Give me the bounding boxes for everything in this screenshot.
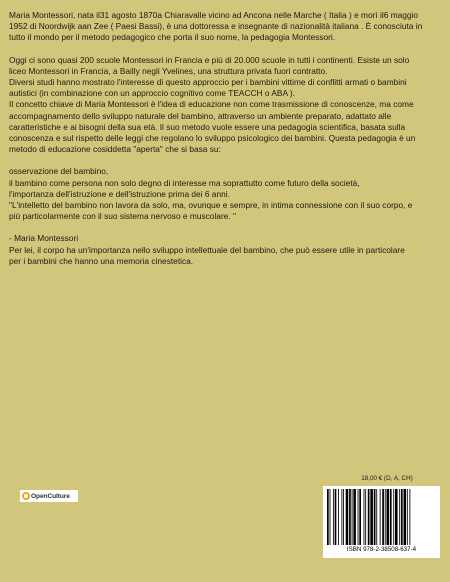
isbn-label: ISBN 978-2-38508-637-4 [346,546,417,553]
publisher-logo-icon [22,492,30,500]
spacer [9,155,441,166]
spacer [9,222,441,233]
spacer [9,44,441,55]
paragraph-schools-method: Oggi ci sono quasi 200 scuole Montessori in Francia e più di 20.000 scuole in tutti i continenti. Esiste un solo liceo Montessori in Francia, a Bailly negli Yvelines, una struttura privata fuori contratto. Diversi studi hanno mostrato l'interesse di questo approccio per i bambini vittime di conflitti armati o bambini autistici (in combinazione con un approccio cognitivo come TEACCH o ABA ). Il concetto chiave di Maria Montessori è l'idea di educazione non come trasmissione di conoscenze, ma come accompagnamento dello sviluppo naturale del bambino, attraverso un ambiente preparato, adattato alle caratteristiche e ai bisogni della sua età. Il suo metodo vuole essere una pedagogia scientifica, basata sulla conoscenza e sul rispetto delle leggi che regolano lo sviluppo psicologico dei bambini. Questa pedagogia è un metodo di educazione cosiddetta "aperta" che si basa su: [9,54,416,155]
paragraph-biography: Maria Montessori, nata il31 agosto 1870a Chiaravalle vicino ad Ancona nelle Marche ( Italia ) e morì il6 maggio 1952 di Noordwijk aan Zee ( Paesi Bassi), è una dottoressa e insegnante di nazionalità italiana . È conosciuta in tutto il mondo per il metodo pedagogico che porta il suo nome, la pedagogia Montessori. [9,10,423,43]
description-text [9,10,441,267]
publisher-logo [20,490,78,502]
barcode [323,486,440,558]
paragraph-attribution: - Maria Montessori Per lei, il corpo ha un'importanza nello sviluppo intellettuale del bambino, che può essere utile in particolare per i bambini che hanno una memoria cinestetica. [9,233,405,266]
paragraph-principles-quote: osservazione del bambino, il bambino come persona non solo degno di interesse ma soprattutto come futuro della società, l'importanza dell'istruzione e dell'istruzione prima dei 6 anni. "L'intelletto del bambino non lavora da solo, ma, ovunque e sempre, in intima connessione con il suo corpo, e più particolarmente con il suo sistema nervoso e muscolare. " [9,166,413,222]
price-label: 18,00 € (D, A, CH) [361,475,413,482]
barcode-icon [327,489,436,545]
publisher-name: OpenCulture [31,492,70,500]
